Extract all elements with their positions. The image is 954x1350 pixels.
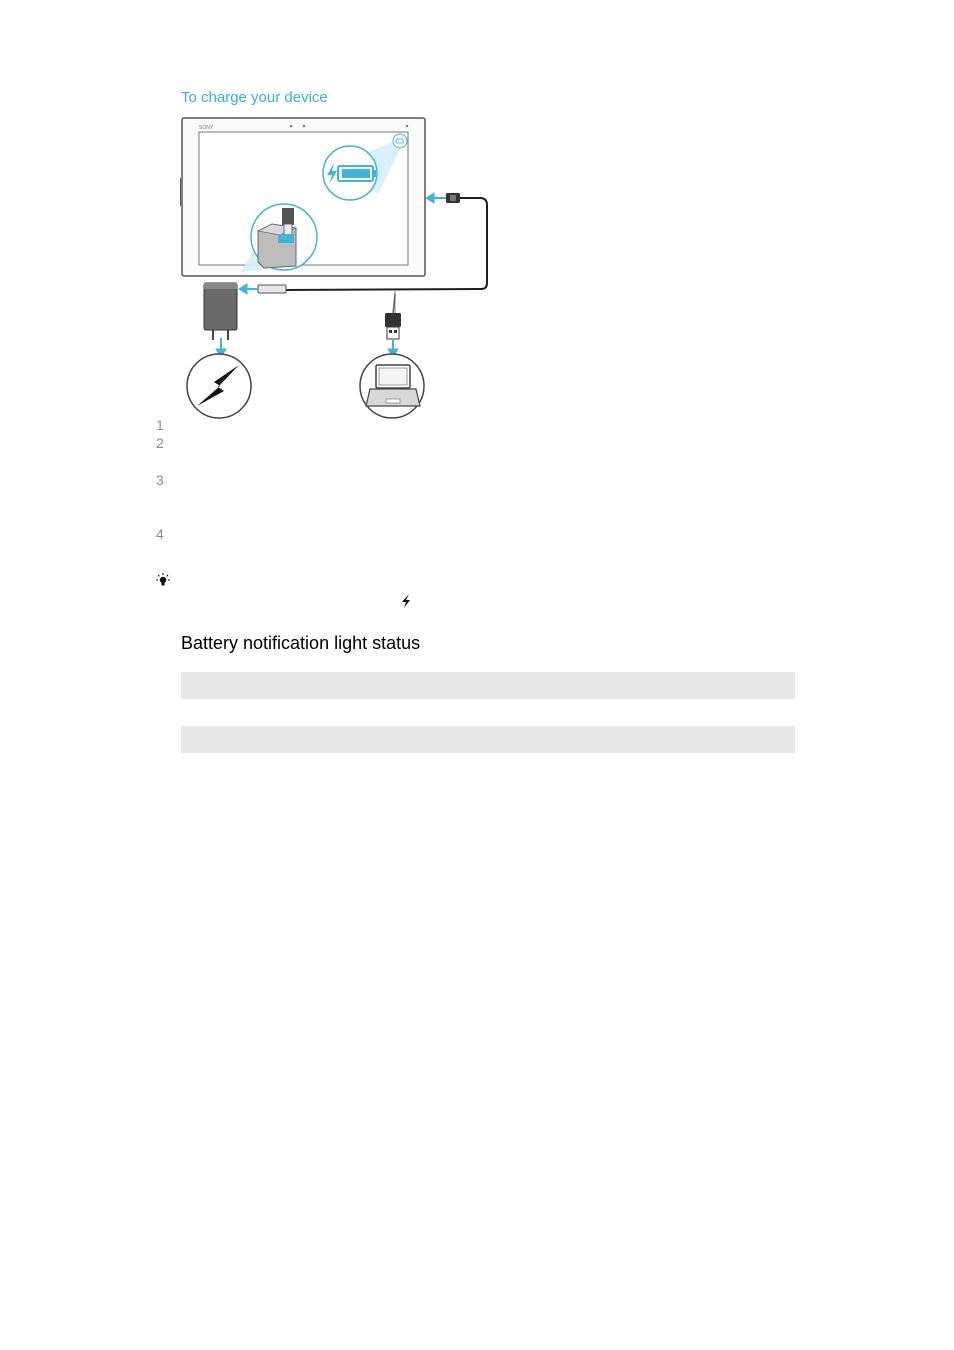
charging-illustration xyxy=(180,116,500,421)
charger-icon xyxy=(204,283,237,340)
battery-charging-icon xyxy=(323,146,377,200)
power-outlet-icon xyxy=(187,354,251,418)
lightbulb-icon xyxy=(155,572,171,588)
table-row xyxy=(181,672,795,699)
procedure-heading: To charge your device xyxy=(181,89,328,106)
charging-bolt-icon xyxy=(400,593,412,609)
table-row xyxy=(181,726,795,753)
brand-logo: SONY xyxy=(199,125,214,131)
step-number: 3 xyxy=(156,472,164,488)
step-number: 1 xyxy=(156,417,164,433)
step-number: 2 xyxy=(156,435,164,451)
step-number: 4 xyxy=(156,526,164,542)
laptop-icon xyxy=(360,354,424,418)
battery-light-heading: Battery notification light status xyxy=(181,633,421,653)
